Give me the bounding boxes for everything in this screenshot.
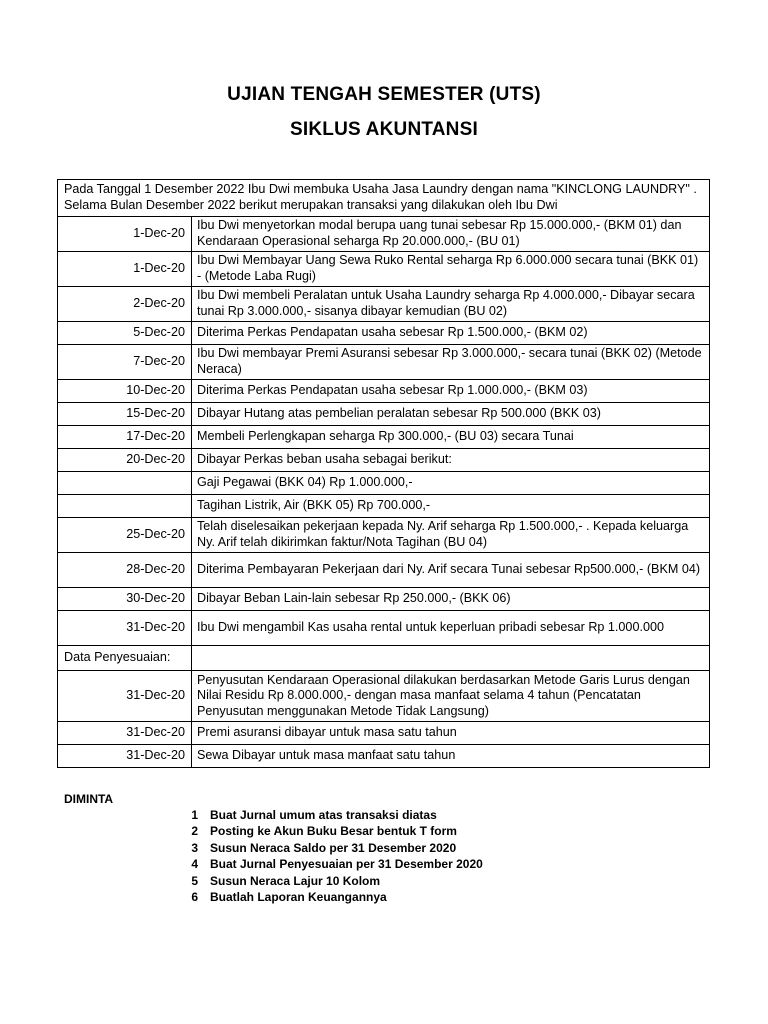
transaction-description: Ibu Dwi membayar Premi Asuransi sebesar Rp 3.000.000,- secara tunai (BKK 02) (Metode Neraca) xyxy=(192,345,710,380)
table-row xyxy=(58,449,710,472)
item-text: Buatlah Laporan Keuangannya xyxy=(210,889,387,904)
transaction-description: Membeli Perlengkapan seharga Rp 300.000,- (BU 03) secara Tunai xyxy=(192,426,710,449)
page-title: UJIAN TENGAH SEMESTER (UTS) xyxy=(227,84,541,105)
item-text: Buat Jurnal umum atas transaksi diatas xyxy=(210,808,437,822)
requirements-list xyxy=(170,807,483,905)
transaction-date: 30-Dec-20 xyxy=(58,588,192,611)
table-row xyxy=(58,611,710,646)
requirements-label: DIMINTA xyxy=(64,792,114,806)
table-row xyxy=(58,472,710,495)
transaction-date: 1-Dec-20 xyxy=(58,217,192,252)
table-row xyxy=(58,426,710,449)
transaction-description: Diterima Perkas Pendapatan usaha sebesar Rp 1.000.000,- (BKM 03) xyxy=(192,380,710,403)
table-row xyxy=(58,553,710,588)
page-subtitle: SIKLUS AKUNTANSI xyxy=(290,119,478,140)
transaction-date: 1-Dec-20 xyxy=(58,252,192,287)
list-item xyxy=(170,856,483,872)
adjustment-description: Penyusutan Kendaraan Operasional dilakukan berdasarkan Metode Garis Lurus dengan Nilai Residu Rp 8.000.000,- dengan masa manfaat selama 4 tahun (Pencatatan Penyusutan menggunakan Metode Tidak Langsung) xyxy=(192,671,710,722)
transaction-date: 5-Dec-20 xyxy=(58,322,192,345)
transaction-description: Ibu Dwi membeli Peralatan untuk Usaha Laundry seharga Rp 4.000.000,- Dibayar secara tunai Rp 3.000.000,- sisanya dibayar kemudian (BU 02) xyxy=(192,287,710,322)
transaction-description: Tagihan Listrik, Air (BKK 05) Rp 700.000,- xyxy=(192,495,710,518)
transaction-description: Telah diselesaikan pekerjaan kepada Ny. Arif seharga Rp 1.500.000,- . Kepada keluarga Ny. Arif telah dikirimkan faktur/Nota Tagihan (BU 04) xyxy=(192,518,710,553)
table-row xyxy=(58,380,710,403)
transaction-date: 10-Dec-20 xyxy=(58,380,192,403)
adjustment-description: Sewa Dibayar untuk masa manfaat satu tahun xyxy=(192,745,710,768)
item-number: 5 xyxy=(191,873,198,888)
table-row xyxy=(58,495,710,518)
adjustment-date: 31-Dec-20 xyxy=(58,671,192,722)
intro-text: Pada Tanggal 1 Desember 2022 Ibu Dwi membuka Usaha Jasa Laundry dengan nama "KINCLONG LAUNDRY" . Selama Bulan Desember 2022 berikut merupakan transaksi yang dilakukan oleh Ibu Dwi xyxy=(58,180,710,217)
item-number: 6 xyxy=(191,889,198,904)
item-text: Susun Neraca Saldo per 31 Desember 2020 xyxy=(210,840,457,855)
adjustment-date: 31-Dec-20 xyxy=(58,722,192,745)
list-item xyxy=(170,823,483,839)
list-item xyxy=(170,807,483,823)
transaction-date: 28-Dec-20 xyxy=(58,553,192,588)
transaction-date: 15-Dec-20 xyxy=(58,403,192,426)
transaction-description: Ibu Dwi menyetorkan modal berupa uang tunai sebesar Rp 15.000.000,- (BKM 01) dan Kendaraan Operasional seharga Rp 20.000.000,- (BU 01) xyxy=(192,217,710,252)
transaction-date: 7-Dec-20 xyxy=(58,345,192,380)
transaction-date: 31-Dec-20 xyxy=(58,611,192,646)
adjustments-label: Data Penyesuaian: xyxy=(58,646,192,671)
adjustment-description: Premi asuransi dibayar untuk masa satu tahun xyxy=(192,722,710,745)
item-text: Susun Neraca Lajur 10 Kolom xyxy=(210,873,381,888)
table-row xyxy=(58,252,710,287)
transaction-date: 2-Dec-20 xyxy=(58,287,192,322)
transaction-date: 20-Dec-20 xyxy=(58,449,192,472)
transaction-description: Ibu Dwi mengambil Kas usaha rental untuk keperluan pribadi sebesar Rp 1.000.000 xyxy=(192,611,710,646)
table-row xyxy=(58,588,710,611)
adjustments-header-row xyxy=(58,646,710,671)
list-item xyxy=(170,840,483,856)
item-number: 1 xyxy=(191,808,198,822)
transaction-description: Diterima Pembayaran Pekerjaan dari Ny. Arif secara Tunai sebesar Rp500.000,- (BKM 04) xyxy=(192,553,710,588)
item-number: 3 xyxy=(191,840,198,855)
table-row xyxy=(58,345,710,380)
transaction-date: 25-Dec-20 xyxy=(58,518,192,553)
list-item xyxy=(170,889,483,905)
intro-row xyxy=(58,180,710,217)
item-number: 4 xyxy=(191,857,198,872)
table-row xyxy=(58,722,710,745)
table-row xyxy=(58,287,710,322)
table-row xyxy=(58,217,710,252)
transaction-description: Dibayar Hutang atas pembelian peralatan sebesar Rp 500.000 (BKK 03) xyxy=(192,403,710,426)
transaction-description: Ibu Dwi Membayar Uang Sewa Ruko Rental seharga Rp 6.000.000 secara tunai (BKK 01) - (Metode Laba Rugi) xyxy=(192,252,710,287)
transaction-date: 17-Dec-20 xyxy=(58,426,192,449)
list-item xyxy=(170,873,483,889)
transaction-description: Gaji Pegawai (BKK 04) Rp 1.000.000,- xyxy=(192,472,710,495)
transaction-date xyxy=(58,472,192,495)
table-row xyxy=(58,745,710,768)
item-text: Posting ke Akun Buku Besar bentuk T form xyxy=(210,824,457,839)
table-row xyxy=(58,518,710,553)
transactions-table xyxy=(57,179,710,768)
item-text: Buat Jurnal Penyesuaian per 31 Desember 2020 xyxy=(210,857,483,872)
transaction-description: Dibayar Perkas beban usaha sebagai berikut: xyxy=(192,449,710,472)
transaction-description: Diterima Perkas Pendapatan usaha sebesar Rp 1.500.000,- (BKM 02) xyxy=(192,322,710,345)
table-row xyxy=(58,671,710,722)
table-row xyxy=(58,403,710,426)
transaction-description: Dibayar Beban Lain-lain sebesar Rp 250.000,- (BKK 06) xyxy=(192,588,710,611)
transaction-date xyxy=(58,495,192,518)
adjustment-date: 31-Dec-20 xyxy=(58,745,192,768)
item-number: 2 xyxy=(191,824,198,839)
empty-cell xyxy=(192,646,710,671)
table-row xyxy=(58,322,710,345)
